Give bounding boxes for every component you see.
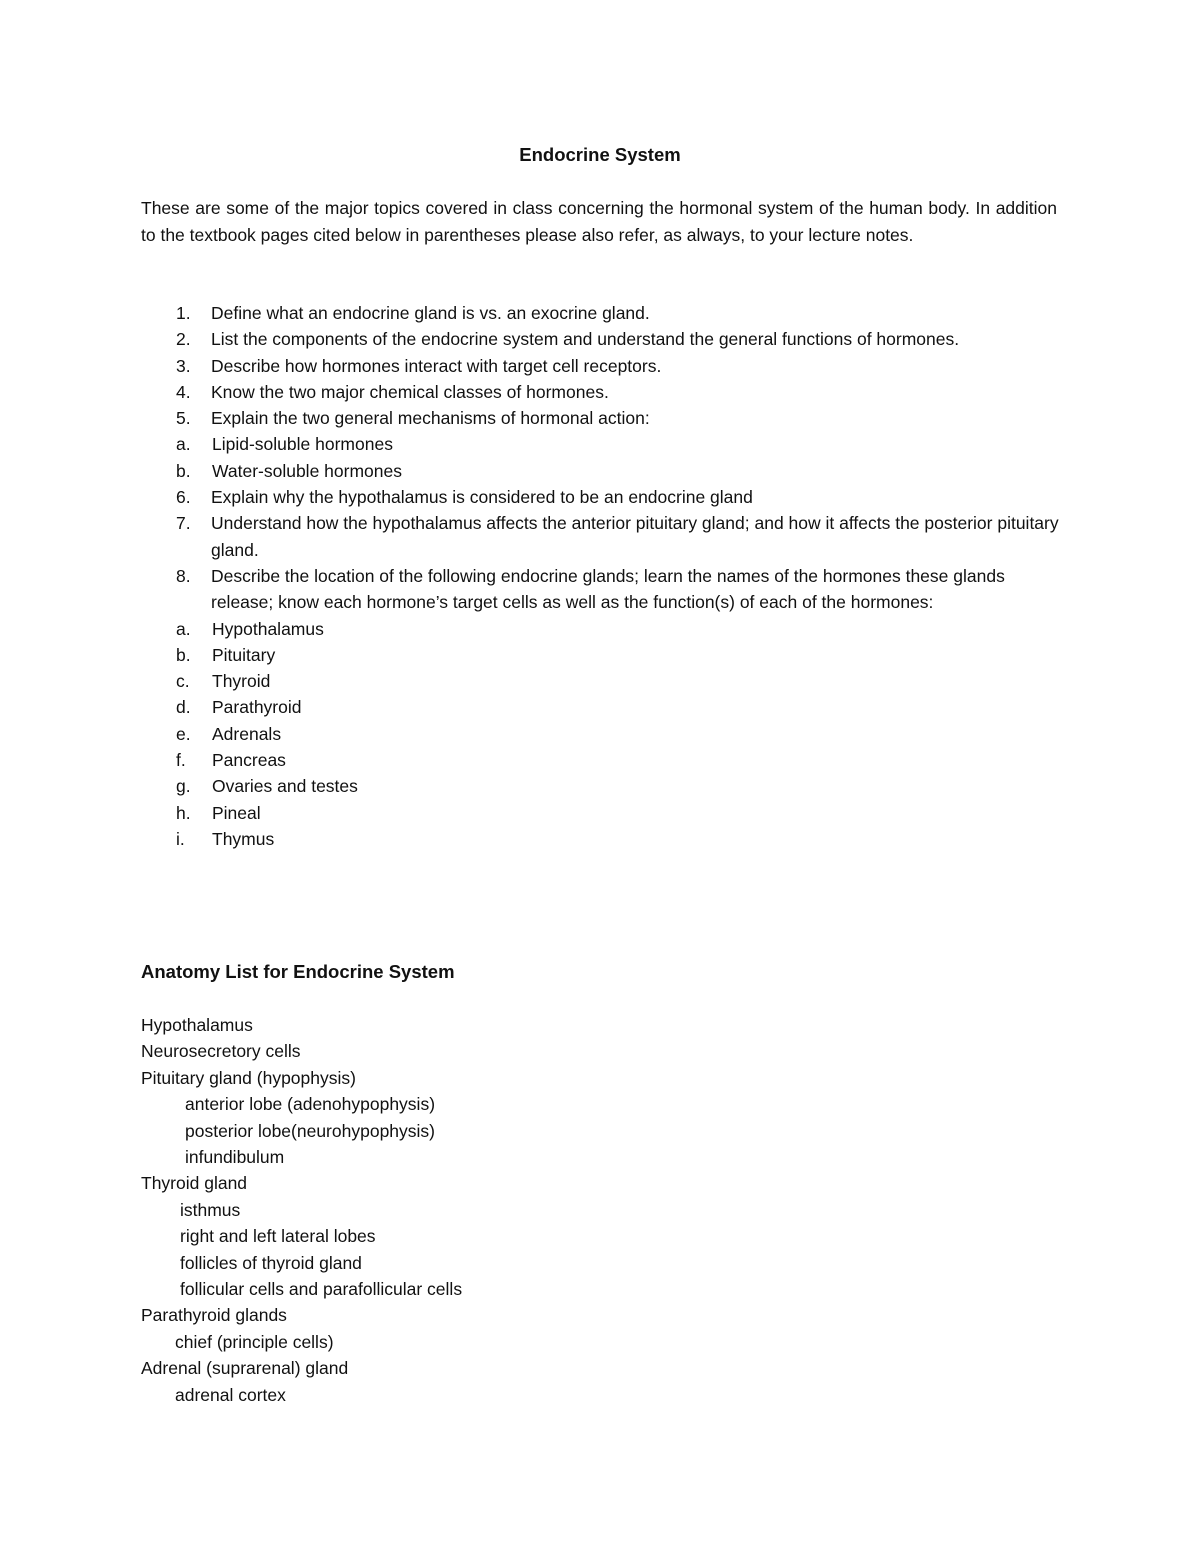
anatomy-item: Neurosecretory cells xyxy=(141,1041,301,1062)
sub-item-letter: c. xyxy=(176,671,190,692)
sub-item-letter: d. xyxy=(176,697,191,718)
sub-item-text: Adrenals xyxy=(212,723,282,744)
topic-number: 3. xyxy=(176,355,191,376)
sub-item-letter: h. xyxy=(176,802,191,823)
sub-item-text: Ovaries and testes xyxy=(212,776,358,797)
sub-item-letter: b. xyxy=(176,644,191,665)
topic-text: List the components of the endocrine system and understand the general functions of hormones. xyxy=(211,329,960,350)
anatomy-item: right and left lateral lobes xyxy=(180,1226,376,1247)
intro-paragraph: These are some of the major topics covered in class concerning the hormonal system of the human body. In addition to the textbook pages cited below in parentheses please also refer, as always, to your lecture notes. xyxy=(141,198,1057,245)
sub-item-letter: b. xyxy=(176,460,191,481)
anatomy-heading: Anatomy List for Endocrine System xyxy=(141,961,455,982)
sub-item xyxy=(141,431,1071,457)
sub-item-text: Pineal xyxy=(212,802,261,823)
topic-text: Describe how hormones interact with target cell receptors. xyxy=(211,355,662,376)
anatomy-item: Parathyroid glands xyxy=(141,1305,287,1326)
sub-item-text: Thyroid xyxy=(212,671,271,692)
topic-item xyxy=(141,484,1071,510)
sub-item xyxy=(141,694,1071,720)
sub-item xyxy=(141,668,1071,694)
topic-number: 4. xyxy=(176,381,191,402)
sub-item-letter: i. xyxy=(176,828,185,849)
anatomy-item: Hypothalamus xyxy=(141,1015,253,1035)
topic-number: 8. xyxy=(176,565,191,586)
topic-item xyxy=(141,300,1071,326)
topic-item xyxy=(141,353,1071,379)
anatomy-item: Adrenal (suprarenal) gland xyxy=(141,1358,349,1379)
sub-item-letter: a. xyxy=(176,434,191,455)
topic-text: Describe the location of the following endocrine glands; learn the names of the hormones these glands release; know each hormone’s target cells as well as the function(s) of each of the hormones: xyxy=(211,565,1005,613)
topic-number: 5. xyxy=(176,408,191,429)
sub-item-text: Pancreas xyxy=(212,750,286,771)
topic-item xyxy=(141,379,1071,405)
sub-item-text: Pituitary xyxy=(212,644,276,665)
topic-number: 1. xyxy=(176,303,191,323)
sub-item-letter: a. xyxy=(176,618,191,639)
sub-item xyxy=(141,616,1071,642)
anatomy-item: follicles of thyroid gland xyxy=(180,1252,362,1273)
topic-text: Define what an endocrine gland is vs. an exocrine gland. xyxy=(211,303,650,323)
anatomy-item: Pituitary gland (hypophysis) xyxy=(141,1067,356,1088)
topic-item xyxy=(141,405,1071,484)
anatomy-list xyxy=(141,1012,1041,1408)
anatomy-item: anterior lobe (adenohypophysis) xyxy=(185,1094,436,1115)
topic-item xyxy=(141,510,1071,563)
anatomy-item: follicular cells and parafollicular cells xyxy=(180,1279,463,1300)
sub-item-letter: g. xyxy=(176,776,191,797)
sub-item-letter: f. xyxy=(176,750,186,771)
sub-item-letter: e. xyxy=(176,723,191,744)
topic-text: Explain why the hypothalamus is considered to be an endocrine gland xyxy=(211,487,753,508)
topic-sub-list xyxy=(141,431,1071,484)
anatomy-item: isthmus xyxy=(180,1199,241,1220)
sub-item xyxy=(141,642,1071,668)
anatomy-item: infundibulum xyxy=(185,1147,285,1168)
sub-item-text: Hypothalamus xyxy=(212,618,324,639)
sub-item xyxy=(141,826,1071,852)
anatomy-item: adrenal cortex xyxy=(175,1384,286,1405)
document-title: Endocrine System xyxy=(519,144,681,165)
sub-item-text: Thymus xyxy=(212,828,275,849)
sub-item-text: Water-soluble hormones xyxy=(212,460,402,481)
sub-item xyxy=(141,721,1071,747)
topic-text: Know the two major chemical classes of hormones. xyxy=(211,381,609,402)
topic-item xyxy=(141,563,1071,852)
topic-number: 7. xyxy=(176,513,191,534)
topics-list xyxy=(141,300,1071,852)
topic-number: 2. xyxy=(176,329,191,350)
anatomy-item: chief (principle cells) xyxy=(175,1331,334,1352)
topic-text: Explain the two general mechanisms of hormonal action: xyxy=(211,408,650,429)
sub-item xyxy=(141,458,1071,484)
sub-item xyxy=(141,800,1071,826)
anatomy-item: posterior lobe(neurohypophysis) xyxy=(185,1120,435,1141)
anatomy-item: Thyroid gland xyxy=(141,1173,248,1194)
sub-item-text: Lipid-soluble hormones xyxy=(212,434,393,455)
sub-item-text: Parathyroid xyxy=(212,697,302,718)
topic-number: 6. xyxy=(176,487,191,508)
topic-sub-list xyxy=(141,616,1071,853)
sub-item xyxy=(141,773,1071,799)
topic-item xyxy=(141,326,1071,352)
sub-item xyxy=(141,747,1071,773)
topic-text: Understand how the hypothalamus affects the anterior pituitary gland; and how it affects the posterior pituitary gland. xyxy=(211,513,1059,560)
